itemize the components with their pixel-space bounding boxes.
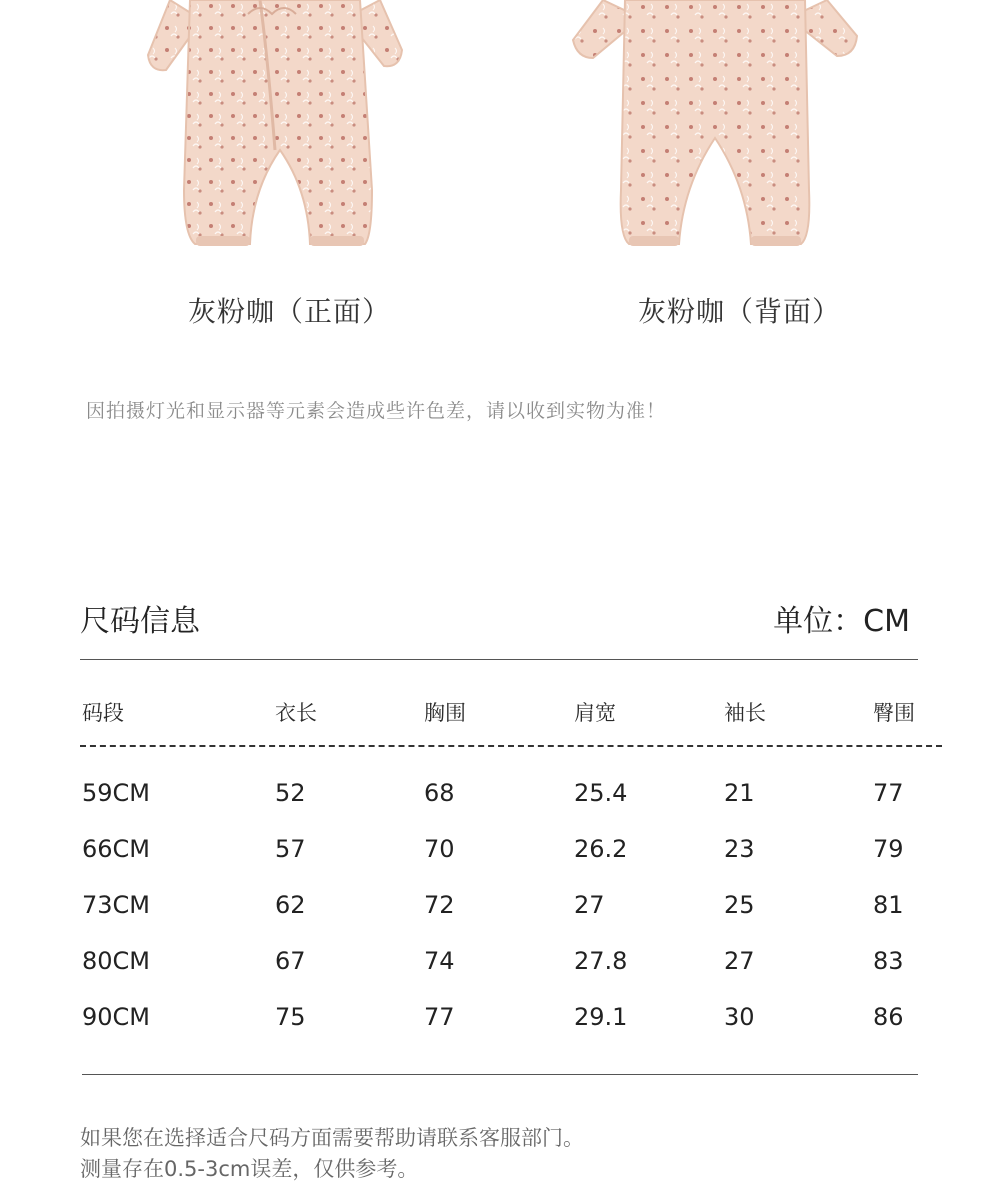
table-cell: 79 — [873, 835, 904, 863]
table-cell: 72 — [424, 891, 455, 919]
header-sleeve: 袖长 — [724, 701, 766, 725]
table-cell: 25 — [724, 891, 755, 919]
header-length: 衣长 — [275, 701, 317, 725]
table-cell: 66CM — [82, 835, 151, 863]
table-cell: 86 — [873, 1003, 904, 1031]
table-cell: 52 — [275, 779, 306, 807]
caption-front: 灰粉咖（正面） — [188, 295, 392, 328]
unit-label: 单位：CM — [773, 604, 910, 639]
table-cell: 57 — [275, 835, 306, 863]
table-cell: 81 — [873, 891, 904, 919]
size-info-title: 尺码信息 — [80, 604, 200, 639]
table-bottom-divider — [82, 1074, 918, 1075]
table-cell: 80CM — [82, 947, 151, 975]
table-cell: 26.2 — [574, 835, 628, 863]
table-cell: 59CM — [82, 779, 151, 807]
header-dashed-divider — [80, 745, 942, 747]
table-cell: 27 — [724, 947, 755, 975]
product-photo-front — [140, 0, 410, 250]
table-cell: 30 — [724, 1003, 755, 1031]
header-size: 码段 — [82, 701, 124, 725]
table-cell: 67 — [275, 947, 306, 975]
product-photo-back — [565, 0, 865, 250]
table-cell: 74 — [424, 947, 455, 975]
header-shoulder: 肩宽 — [574, 701, 616, 725]
table-cell: 27.8 — [574, 947, 628, 975]
table-cell: 77 — [424, 1003, 455, 1031]
table-cell: 83 — [873, 947, 904, 975]
table-cell: 25.4 — [574, 779, 628, 807]
table-cell: 29.1 — [574, 1003, 628, 1031]
caption-back: 灰粉咖（背面） — [638, 295, 842, 328]
table-cell: 75 — [275, 1003, 306, 1031]
table-cell: 27 — [574, 891, 605, 919]
table-cell: 21 — [724, 779, 755, 807]
table-cell: 23 — [724, 835, 755, 863]
table-cell: 62 — [275, 891, 306, 919]
header-chest: 胸围 — [424, 701, 466, 725]
measurement-note: 测量存在0.5-3cm误差，仅供参考。 — [80, 1157, 419, 1181]
table-cell: 68 — [424, 779, 455, 807]
table-cell: 90CM — [82, 1003, 151, 1031]
help-note: 如果您在选择适合尺码方面需要帮助请联系客服部门。 — [80, 1126, 584, 1150]
table-top-divider — [80, 659, 918, 660]
table-cell: 73CM — [82, 891, 151, 919]
table-cell: 77 — [873, 779, 904, 807]
header-hip: 臀围 — [873, 701, 915, 725]
table-cell: 70 — [424, 835, 455, 863]
color-disclaimer: 因拍摄灯光和显示器等元素会造成些许色差，请以收到实物为准！ — [86, 400, 667, 422]
